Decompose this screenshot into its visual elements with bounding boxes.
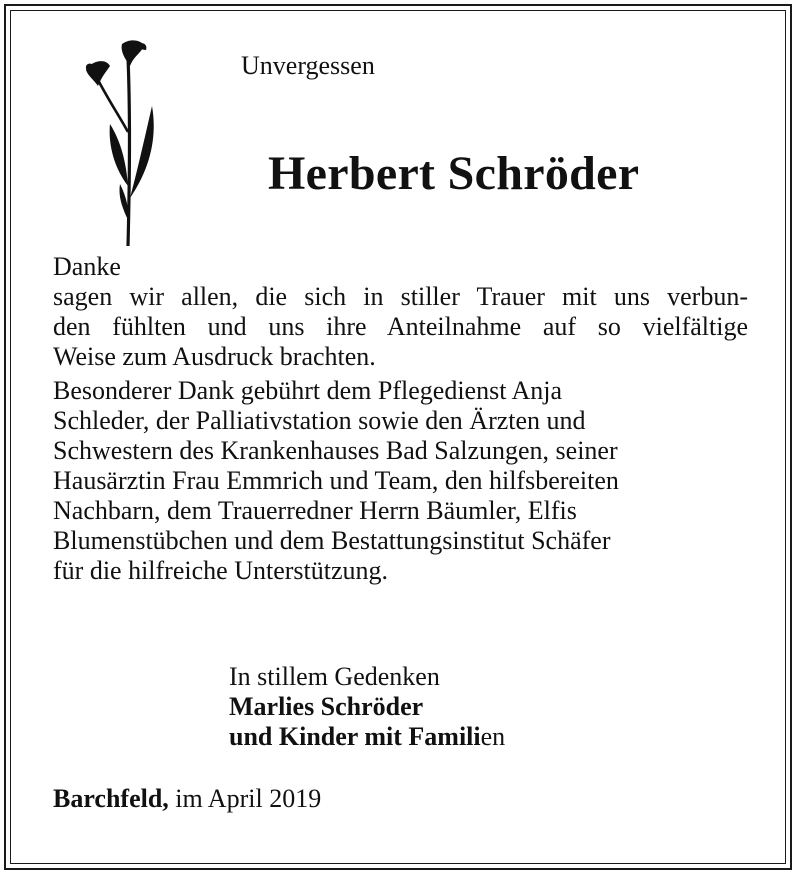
special-thanks-line: Blumenstübchen und dem Bestattungsinstitut Schäfer: [53, 526, 611, 555]
special-thanks-line: Besonderer Dank gebührt dem Pflegedienst Anja: [53, 376, 563, 405]
signer-family: [229, 722, 505, 752]
special-thanks-line: Nachbarn, dem Trauerredner Herrn Bäumler, Elfis: [53, 496, 577, 525]
signer-family-rest: en: [480, 722, 506, 751]
thanks-line: den fühlten und uns ihre Anteilnahme auf so vielfältige: [53, 312, 748, 341]
signer-name: Marlies Schröder: [229, 692, 424, 721]
closing-intro: In stillem Gedenken: [229, 662, 440, 691]
calla-lily-icon: [84, 36, 164, 250]
special-thanks-line: für die hilfreiche Unterstützung.: [53, 556, 388, 585]
signer-family-bold: und Kinder mit Famili: [229, 722, 481, 751]
place: Barchfeld,: [53, 784, 169, 813]
date: im April 2019: [175, 784, 322, 813]
thanks-line: Weise zum Ausdruck brachten.: [53, 342, 376, 371]
subtitle: Unvergessen: [241, 51, 375, 80]
thanks-line: sagen wir allen, die sich in stiller Trauer mit uns verbun-: [53, 282, 748, 311]
special-thanks-paragraph: [53, 376, 619, 586]
thanks-paragraph: [53, 282, 748, 372]
deceased-name: Herbert Schröder: [268, 147, 640, 200]
special-thanks-line: Schleder, der Palliativstation sowie den Ärzten und: [53, 406, 586, 435]
special-thanks-line: Hausärztin Frau Emmrich und Team, den hilfsbereiten: [53, 466, 619, 495]
thanks-word: Danke: [53, 252, 121, 281]
place-date: [53, 784, 321, 814]
special-thanks-line: Schwestern des Krankenhauses Bad Salzungen, seiner: [53, 436, 618, 465]
closing-block: [229, 662, 505, 752]
